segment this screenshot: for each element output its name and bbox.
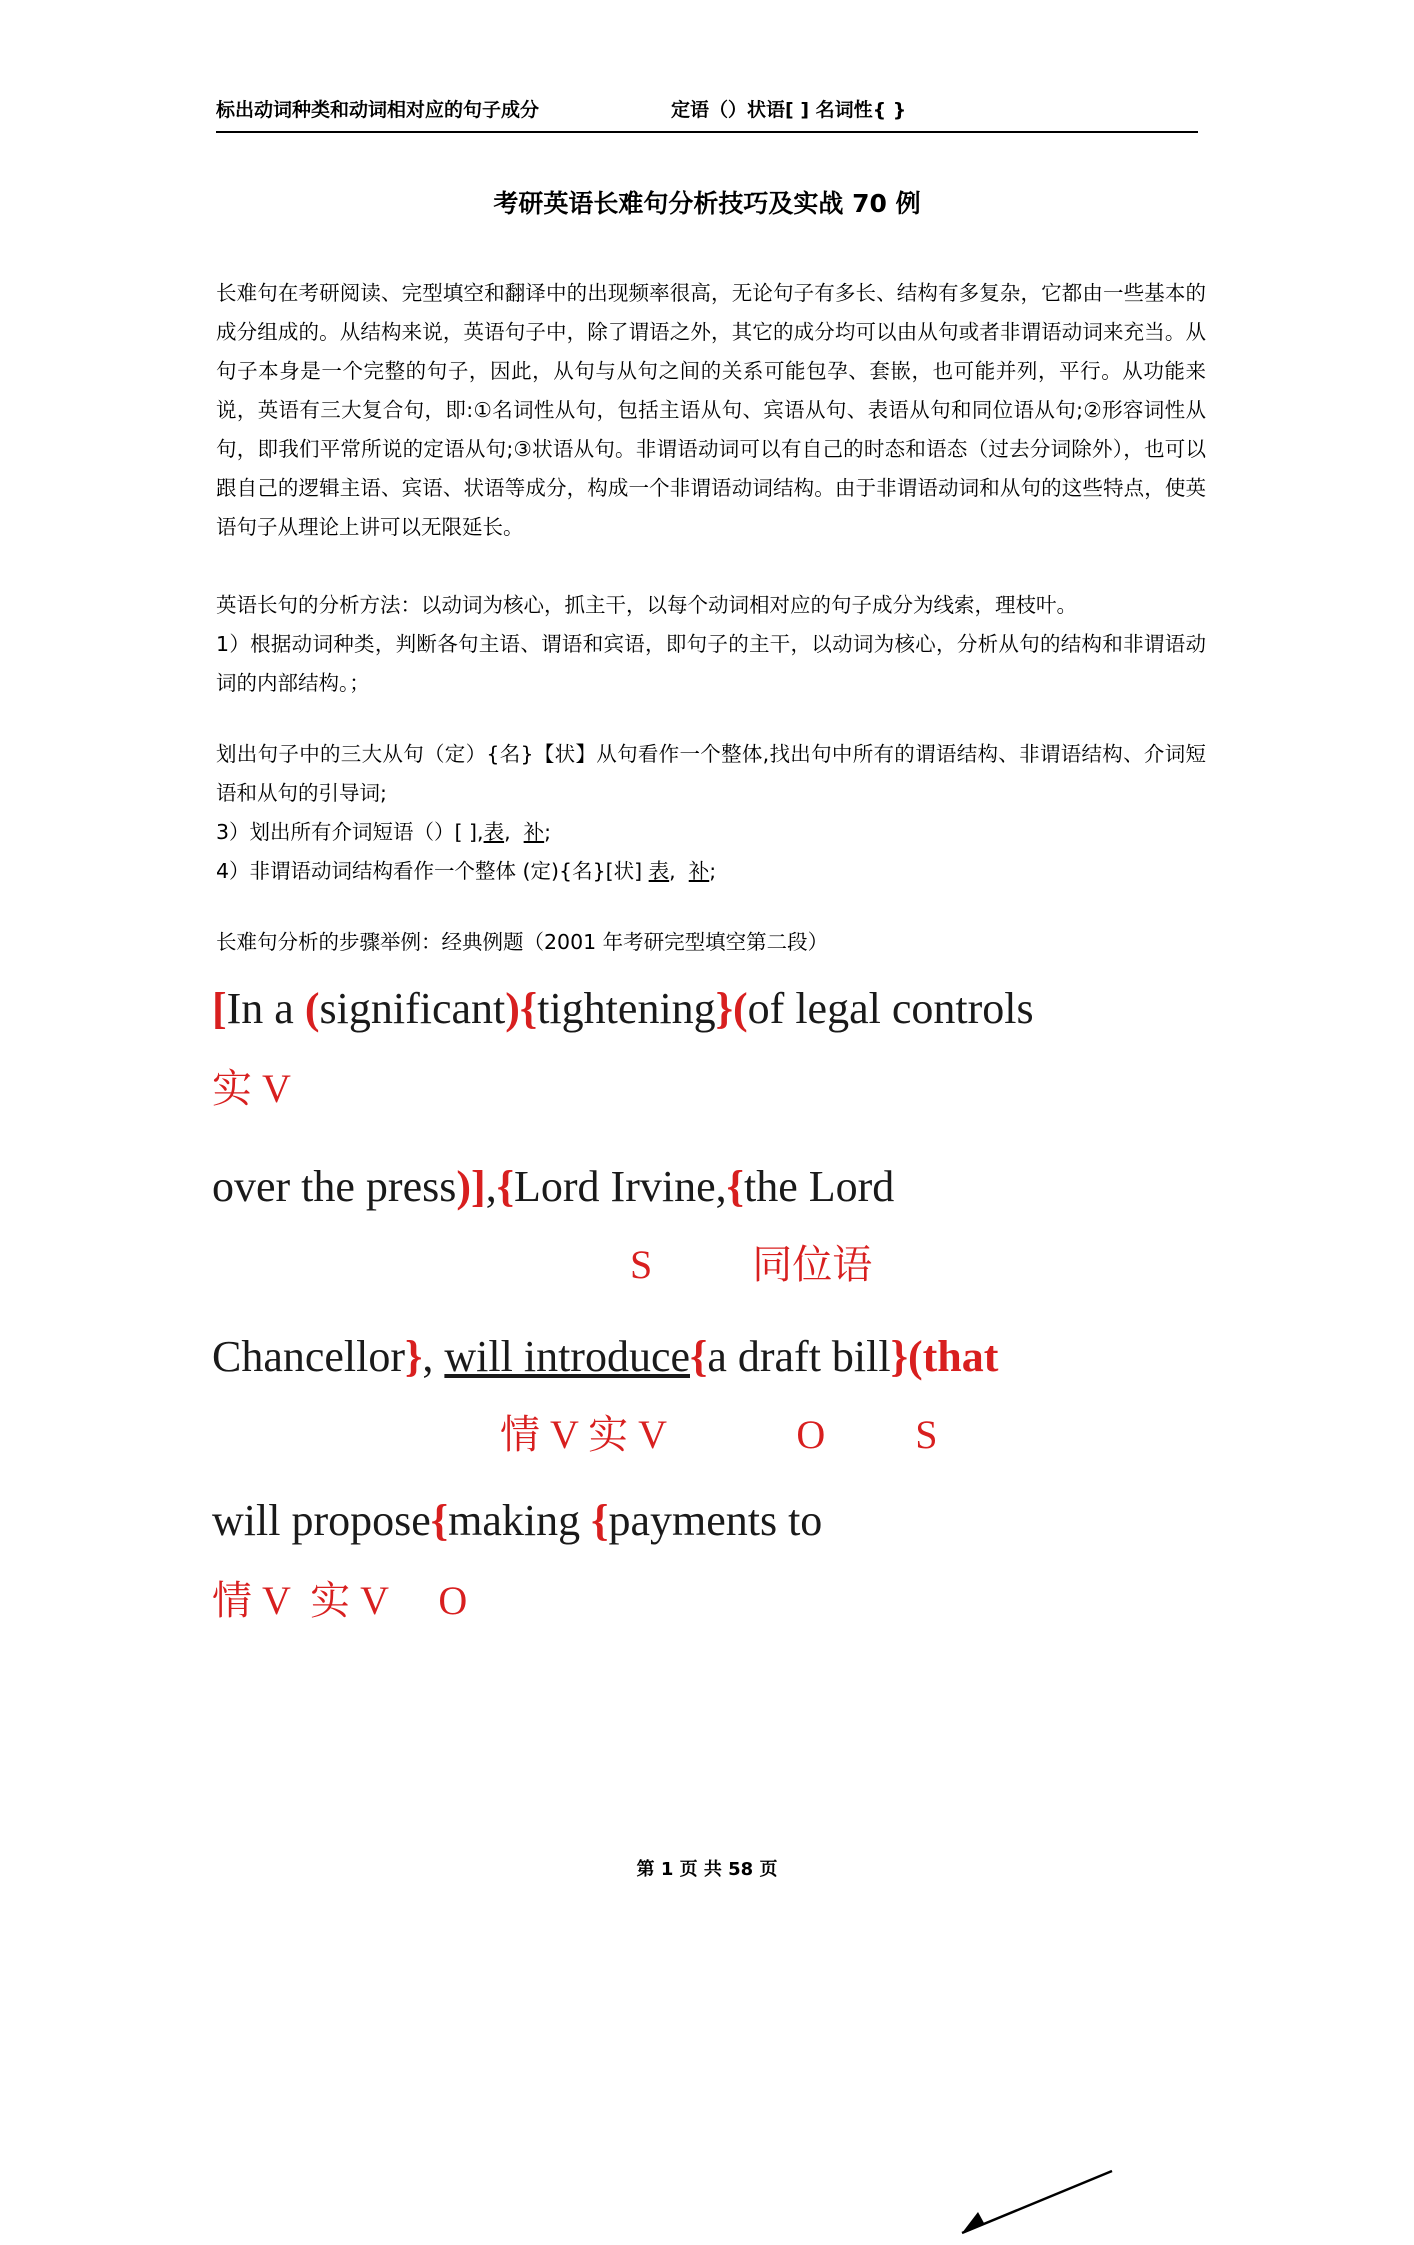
line2-text-4: the Lord (743, 1162, 895, 1211)
line2-text-3: Lord Irvine, (514, 1162, 727, 1211)
line3-object: a draft bill (707, 1332, 891, 1381)
paren-open-1: ( (304, 984, 320, 1033)
step-4-mid: , (669, 859, 676, 883)
paragraph-example-intro: 长难句分析的步骤举例：经典例题（2001 年考研完型填空第二段） (216, 930, 829, 954)
example-line-4 (212, 1492, 1414, 1550)
bracket-open-square: [ (212, 984, 227, 1033)
step-4-underline-1: 表 (648, 859, 670, 883)
line3-comma: , (422, 1332, 445, 1381)
brace-open-4: { (690, 1332, 708, 1381)
brace-close-3: } (890, 1332, 908, 1381)
page-header (216, 95, 1198, 133)
brace-open-5: { (430, 1496, 449, 1545)
paren-close-1: ) (505, 984, 520, 1033)
step-4-prefix: 4）非谓语动词结构看作一个整体 (定){名}[状] (216, 859, 649, 883)
line1-text-4: of legal controls (747, 984, 1034, 1033)
paren-open-3: ( (907, 1332, 923, 1381)
step-3-underline-2: 补 (523, 820, 545, 844)
step-4-underline-2: 补 (688, 859, 710, 883)
paragraph-step-2: 划出句子中的三大从句（定）{名}【状】从句看作一个整体,找出句中所有的谓语结构、非谓语结构、介词短语和从句的引导词; (216, 742, 1206, 805)
line4-text-1: will propose (212, 1496, 431, 1545)
paren-close-2: ) (456, 1162, 472, 1211)
line3-that: that (922, 1332, 999, 1381)
annotation-row-3: 情 V 实 V O S (500, 1412, 938, 1457)
line1-text-3: tightening (537, 984, 716, 1033)
step-3-prefix: 3）划出所有介词短语（）[ ], (216, 820, 484, 844)
example-line-3 (212, 1328, 1414, 1386)
line1-text-2: significant (319, 984, 506, 1033)
document-body (216, 274, 1206, 962)
brace-open-1: { (519, 984, 538, 1033)
line2-text-1: over the press (212, 1162, 457, 1211)
brace-close-2: } (405, 1332, 423, 1381)
annotation-row-1: 实 V (212, 1066, 291, 1111)
step-4-suffix: ; (709, 859, 717, 883)
step-3-mid: , (504, 820, 511, 844)
line4-text-2: making (448, 1496, 592, 1545)
brace-open-2: { (496, 1162, 515, 1211)
page-title: 考研英语长难句分析技巧及实战 70 例 (493, 189, 921, 218)
brace-open-3: { (726, 1162, 744, 1211)
annotation-row-2: S 同位语 (630, 1242, 873, 1287)
header-right-text: 定语（）状语[ ] 名词性{ } (671, 99, 907, 121)
line2-comma: , (485, 1162, 497, 1211)
paren-open-2: ( (733, 984, 748, 1033)
line3-text-1: Chancellor (212, 1332, 406, 1381)
brace-close-1: } (715, 984, 734, 1033)
paragraph-step-4 (216, 852, 1206, 891)
line1-text-1: In a (226, 984, 305, 1033)
paragraph-method: 英语长句的分析方法：以动词为核心，抓主干，以每个动词相对应的句子成分为线索，理枝叶。 (216, 593, 1077, 617)
step-3-underline-1: 表 (483, 820, 505, 844)
paragraph-step-1: 1）根据动词种类，判断各句主语、谓语和宾语，即句子的主干，以动词为核心，分析从句的结构和非谓语动词的内部结构。； (216, 632, 1206, 695)
line3-predicate: will introduce (444, 1332, 690, 1381)
brace-open-6: { (591, 1496, 609, 1545)
annotation-row-4: 情 V 实 V O (212, 1578, 468, 1623)
reference-arrow-icon (940, 2165, 1120, 2245)
paragraph-intro: 长难句在考研阅读、完型填空和翻译中的出现频率很高，无论句子有多长、结构有多复杂，它都由一些基本的成分组成的。从结构来说，英语句子中，除了谓语之外，其它的成分均可以由从句或者非谓语动词来充当。从句子本身是一个完整的句子，因此，从句与从句之间的关系可能包孕、套嵌，也可能并列，平行。从功能来说，英语有三大复合句，即:①名词性从句，包括主语从句、宾语从句、表语从句和同位语从句;②形容词性从句，即我们平常所说的定语从句;③状语从句。非谓语动词可以有自己的时态和语态（过去分词除外），也可以跟自己的逻辑主语、宾语、状语等成分，构成一个非谓语动词结构。由于非谓语动词和从句的这些特点，使英语句子从理论上讲可以无限延长。 (216, 281, 1206, 539)
example-analysis-block (0, 980, 1414, 1628)
example-line-1 (212, 980, 1414, 1038)
page-footer: 第 1 页 共 58 页 (636, 1859, 778, 1880)
paragraph-step-3 (216, 813, 1206, 852)
header-left-text: 标出动词种类和动词相对应的句子成分 (216, 99, 540, 121)
line4-text-3: payments to (608, 1496, 823, 1545)
bracket-close-square: ] (471, 1162, 486, 1211)
example-line-2 (212, 1158, 1414, 1216)
step-3-suffix: ; (544, 820, 552, 844)
